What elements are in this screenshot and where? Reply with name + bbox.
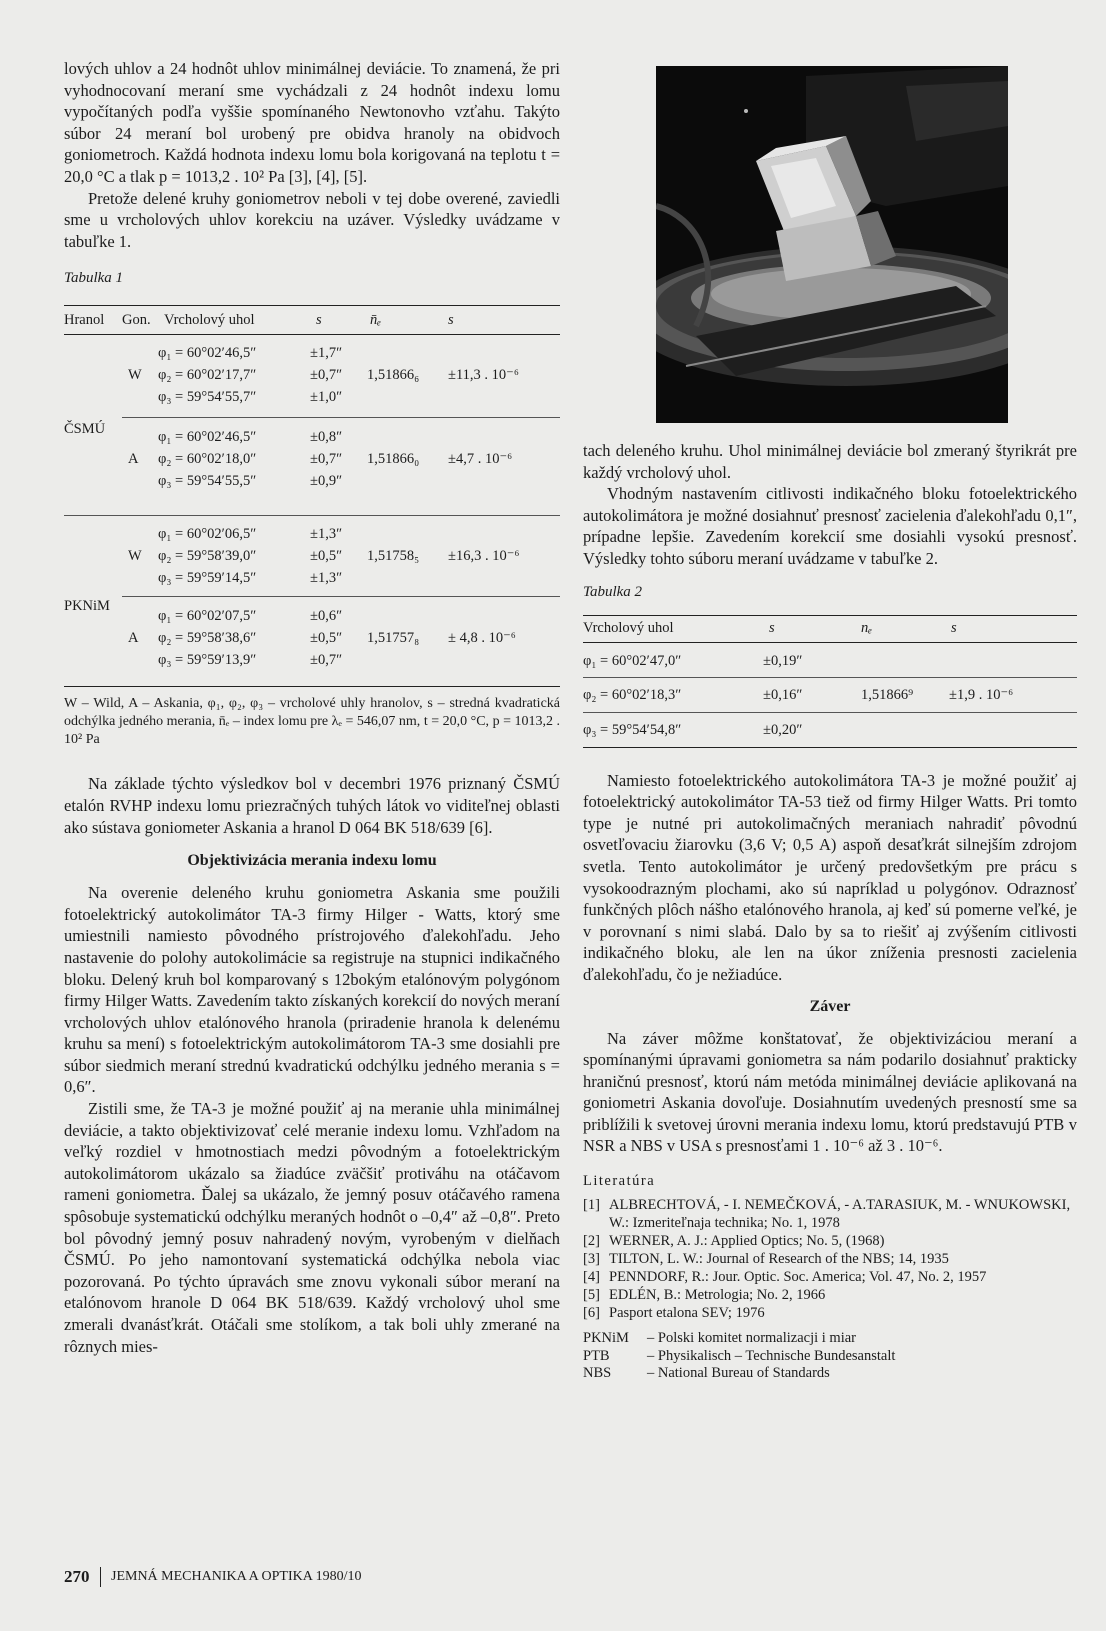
conclusion-heading: Záver bbox=[809, 997, 851, 1015]
left-column bbox=[64, 58, 560, 1357]
table1-s: ±0,5″ bbox=[310, 548, 343, 565]
paragraph-continuation: lových uhlov a 24 hodnôt uhlov minimálnej deviácie. To znamená, že pri vyhodnocovaní meraní sme vychádzali z 24 hodnôt indexu lomu vypočítaných podľa vyššie spomínaného Newtonovho vzťahu. Takýto súbor 24 meraní bol urobený pre obidva hranoly na obidvoch goniometroch. Každá hodnota indexu lomu bola korigovaná na teplotu t = 20,0 °C a tlak p = 1013,2 . 10² Pa [3], [4], [5]. bbox=[64, 59, 560, 186]
table1-angle: φ₂ = 60°02′17,7″ bbox=[158, 367, 257, 384]
table1-angle: φ₁ = 60°02′46,5″ bbox=[158, 429, 257, 446]
reference-text: ALBRECHTOVÁ, - I. NEMEČKOVÁ, - A.TARASIUK, M. - WNUKOWSKI, W.: Izmeriteľnaja technika; No. 1, 1978 bbox=[609, 1197, 1071, 1232]
table1-angle: φ₃ = 59°59′14,5″ bbox=[158, 570, 257, 587]
table1-angle: φ₁ = 60°02′46,5″ bbox=[158, 345, 257, 362]
reference-number: [3] bbox=[583, 1251, 600, 1268]
table1-s: ±0,8″ bbox=[310, 429, 343, 446]
table1-angle: φ₂ = 59°58′39,0″ bbox=[158, 548, 257, 565]
paragraph-minimal-deviation: Zistili sme, že TA-3 je možné použiť aj na meranie uhla minimálnej deviácie, a takto objektivizovať celé meranie indexu lomu. Vzhľadom na veľký rozdiel v hmotnostiach medzi pôvodným a fotoelektrickým autokolimátorom ukázalo sa žiadúce zväčšiť protiváhu na otáčavom rameni goniometra. Ďalej sa ukázalo, že jemný posuv otáčavého ramena spôsobuje systematickú odchýlku meraných hodnôt o –0,4″ až –0,8″. Preto bol pôvodný jemný posuv nahradený novým, vyrobeným v dielňach ČSMÚ. Po jeho namontovaní systematická odchýlka nebola viac pozorovaná. Po týchto úpravách sme znovu vykonali súbor meraní na etalónovom hranole D 064 BK 518/639. Každý vrcholový uhol sme zmerali dvanásťkrát. Otáčali sme stolíkom, a tak boli uhly zmerané na rôznych mies- bbox=[64, 1099, 560, 1356]
table1-s2: ±11,3 . 10⁻⁶ bbox=[448, 367, 519, 384]
table2-s: ±0,16″ bbox=[763, 686, 803, 703]
abbreviation-value: – National Bureau of Standards bbox=[647, 1365, 830, 1382]
section-heading: Objektivizácia merania indexu lomu bbox=[187, 852, 437, 870]
abbreviation-key: PTB bbox=[583, 1347, 610, 1364]
abbreviation-key: NBS bbox=[583, 1365, 612, 1382]
table1-header-s: s bbox=[316, 312, 322, 329]
table2-ne: 1,51866⁹ bbox=[861, 686, 914, 703]
table1-s: ±0,6″ bbox=[310, 608, 343, 625]
abbreviation-item bbox=[583, 1348, 1077, 1366]
table1-ne: 1,51866₆ bbox=[367, 367, 420, 384]
abbreviation-item bbox=[583, 1330, 1077, 1348]
table1-header-ne: n̄ₑ bbox=[370, 312, 382, 329]
table1-group-csmu bbox=[64, 345, 560, 515]
table1-angle: φ₃ = 59°54′55,7″ bbox=[158, 389, 257, 406]
table2-header-s2: s bbox=[951, 619, 957, 636]
table2-s2: ±1,9 . 10⁻⁶ bbox=[949, 686, 1014, 703]
table1-s: ±1,0″ bbox=[310, 389, 343, 406]
table1-caption: Tabulka 1 bbox=[64, 270, 124, 287]
table2-s: ±0,20″ bbox=[763, 721, 803, 738]
reference-text: Pasport etalona SEV; 1976 bbox=[609, 1305, 765, 1322]
table2 bbox=[583, 615, 1077, 748]
abbreviation-list bbox=[583, 1330, 1077, 1383]
table1-s2: ±16,3 . 10⁻⁶ bbox=[448, 548, 520, 565]
table1-s: ±0,7″ bbox=[310, 451, 343, 468]
table1-s2: ± 4,8 . 10⁻⁶ bbox=[448, 630, 516, 647]
table2-header-ne: nₑ bbox=[861, 619, 873, 636]
paragraph-closure-correction: Pretože delené kruhy goniometrov neboli v tej dobe overené, zaviedli sme u vrcholových uhlov korekciu na uzáver. Výsledky uvádzame v tabuľke 1. bbox=[64, 188, 560, 251]
table1-ne: 1,51758₅ bbox=[367, 548, 420, 565]
table2-row bbox=[583, 713, 1077, 747]
abbreviation-value: – Polski komitet normalizacji i miar bbox=[647, 1330, 857, 1347]
table1-s: ±1,7″ bbox=[310, 345, 343, 362]
reference-item bbox=[583, 1196, 1077, 1232]
footer-divider bbox=[100, 1567, 102, 1587]
table1-ne: 1,51866₀ bbox=[367, 451, 420, 468]
table1-s: ±0,5″ bbox=[310, 630, 343, 647]
table1-group-pknim bbox=[64, 526, 560, 686]
paragraph-conclusion: Na záver môžme konštatovať, že objektivizáciou meraní a spomínanými úpravami goniometra sa nám podarilo dosiahnuť prakticky hraničnú presnosť, ktorú nám metóda minimálnej deviácie aplikovaná na goniometri Askania dovoľuje. Dosiahnutím uvedených presností sme sa priblížili k svetovej úrovni merania indexu lomu, ktorú predstavujú PTB v NSR a NBS v USA s presnosťami 1 . 10⁻⁶ až 3 . 10⁻⁶. bbox=[583, 1028, 1077, 1156]
reference-number: [2] bbox=[583, 1233, 600, 1250]
table1-header-prism: Hranol bbox=[64, 312, 105, 329]
journal-name: JEMNÁ MECHANIKA A OPTIKA 1980/10 bbox=[111, 1569, 362, 1584]
page-footer bbox=[64, 1567, 361, 1587]
table1-angle: φ₃ = 59°59′13,9″ bbox=[158, 652, 257, 669]
reference-item bbox=[583, 1304, 1077, 1322]
table1-s: ±1,3″ bbox=[310, 526, 343, 543]
page-number: 270 bbox=[64, 1567, 90, 1586]
table1-gon-label: A bbox=[128, 630, 139, 647]
abbreviation-key: PKNiM bbox=[583, 1330, 629, 1347]
reference-number: [6] bbox=[583, 1305, 600, 1322]
table1-prism-label: ČSMÚ bbox=[64, 421, 106, 438]
right-column bbox=[583, 440, 1077, 1383]
table1-gon-label: W bbox=[128, 548, 142, 565]
table1-s: ±0,9″ bbox=[310, 473, 343, 490]
reference-item bbox=[583, 1232, 1077, 1250]
literature-heading: Literatúra bbox=[583, 1173, 656, 1190]
paragraph-etalon: Na základe týchto výsledkov bol v decembri 1976 priznaný ČSMÚ etalón RVHP indexu lomu priezračných tuhých látok vo viditeľnej oblasti ako sústava goniometer Askania a hranol D 064 BK 518/639 [6]. bbox=[64, 774, 560, 837]
table1-angle: φ₂ = 60°02′18,0″ bbox=[158, 451, 257, 468]
reference-text: EDLÉN, B.: Metrologia; No. 2, 1966 bbox=[609, 1287, 826, 1304]
table2-s: ±0,19″ bbox=[763, 652, 803, 669]
table2-header-angle: Vrcholový uhol bbox=[583, 619, 674, 636]
reference-text: TILTON, L. W.: Journal of Research of the NBS; 14, 1935 bbox=[609, 1251, 949, 1268]
table1-angle: φ₃ = 59°54′55,5″ bbox=[158, 473, 257, 490]
table1-header bbox=[64, 306, 560, 334]
table2-angle: φ₃ = 59°54′54,8″ bbox=[583, 721, 682, 738]
table1-angle: φ₂ = 59°58′38,6″ bbox=[158, 630, 257, 647]
paragraph-verification: Na overenie deleného kruhu goniometra Askania sme použili fotoelektrický autokolimátor TA-3 firmy Hilger - Watts, ktorý sme umiestnili namiesto pôvodného prístrojového ďalekohľadu. Jeho nastavenie do polohy autokolimácie sa registruje na stupnici indikačného bloku. Delený kruh bol komparovaný s 12bokým etalónovým polygónom firmy Hilger Watts. Zavedením takto získaných korekcií do nových meraní vrcholových uhlov etalónového hranola (priradenie hranola k delenému kruhu sa mení) s fotoelektrickým autokolimátorom TA-3 sme dosiahli pre súbor siedmich meraní strednú kvadratickú odchýlku jedného merania s = 0,6″. bbox=[64, 883, 560, 1097]
paragraph-ta53: Namiesto fotoelektrického autokolimátora TA-3 je možné použiť aj fotoelektrický autokolimátor TA-53 tiež od firmy Hilger Watts. Pri tomto type je nutné pri autokolimačných meraniach nahradiť pôvodnú osvetľovaciu žiarovku (3,6 V; 0,5 A) aspoň desaťkrát silnejším zdrojom svetla. Tento autokolimátor je určený predovšetkým pre prácu s vysokoodrazným plochami, ako sú napríklad u polygónov. Odraznosť funkčných plôch nášho etalónového hranola, aj keď sú pomerne veľké, je v porovnaní s nimi slabá. Dalo by sa to riešiť aj zvýšením citlivosti indikačného bloku, ale len na úkor zníženia presnosti zacielenia ďalekohľadu, čo je nežiadúce. bbox=[583, 770, 1077, 984]
table1-prism-label: PKNiM bbox=[64, 598, 110, 615]
table2-header bbox=[583, 616, 1077, 642]
prism-photograph bbox=[656, 66, 1008, 423]
table1-angle: φ₁ = 60°02′07,5″ bbox=[158, 608, 257, 625]
paragraph-sensitivity: Vhodným nastavením citlivosti indikačného bloku fotoelektrického autokolimátora je možné dosiahnuť presnosť zacielenia ďalekohľadu 0,1″, prípadne lepšie. Zavedením korekcií sme dosiahli vysokú presnosť. Výsledky tohto súboru meraní uvádzame v tabuľke 2. bbox=[583, 484, 1077, 568]
table2-header-s: s bbox=[769, 619, 775, 636]
reference-text: PENNDORF, R.: Jour. Optic. Soc. America; Vol. 47, No. 2, 1957 bbox=[609, 1269, 987, 1286]
table1-angle: φ₁ = 60°02′06,5″ bbox=[158, 526, 257, 543]
table1-s: ±0,7″ bbox=[310, 367, 343, 384]
reference-number: [4] bbox=[583, 1269, 600, 1286]
table1-footnote: W – Wild, A – Askania, φ₁, φ₂, φ₃ – vrcholové uhly hranolov, s – stredná kvadratická odchýlka jedného merania, n̄ₑ – index lomu pre λₑ = 546,07 nm, t = 20,0 °C, p = 1013,2 . 10² Pa bbox=[64, 696, 560, 748]
reference-item bbox=[583, 1286, 1077, 1304]
table1-header-gon: Gon. bbox=[122, 312, 151, 329]
table2-angle: φ₁ = 60°02′47,0″ bbox=[583, 652, 682, 669]
table1-ne: 1,51757₈ bbox=[367, 630, 420, 647]
table1-s: ±1,3″ bbox=[310, 570, 343, 587]
reference-item bbox=[583, 1250, 1077, 1268]
table1-header-angle: Vrcholový uhol bbox=[164, 312, 255, 329]
table1-gon-label: A bbox=[128, 451, 139, 468]
reference-list bbox=[583, 1196, 1077, 1322]
table2-caption: Tabulka 2 bbox=[583, 583, 643, 600]
reference-number: [1] bbox=[583, 1197, 600, 1214]
abbreviation-value: – Physikalisch – Technische Bundesanstalt bbox=[647, 1347, 896, 1364]
table1-s: ±0,7″ bbox=[310, 652, 343, 669]
table1-s2: ±4,7 . 10⁻⁶ bbox=[448, 451, 513, 468]
table2-angle: φ₂ = 60°02′18,3″ bbox=[583, 686, 682, 703]
table2-row bbox=[583, 643, 1077, 677]
table1 bbox=[64, 305, 560, 687]
reference-item bbox=[583, 1268, 1077, 1286]
paragraph-continuation-right: tach deleného kruhu. Uhol minimálnej deviácie bol zmeraný štyrikrát pre každý vrcholový uhol. bbox=[583, 441, 1077, 482]
reference-text: WERNER, A. J.: Applied Optics; No. 5, (1968) bbox=[609, 1233, 885, 1250]
table1-gon-label: W bbox=[128, 367, 142, 384]
abbreviation-item bbox=[583, 1365, 1077, 1383]
table2-row bbox=[583, 678, 1077, 712]
prism-photo-illustration bbox=[656, 66, 1008, 423]
reference-number: [5] bbox=[583, 1287, 600, 1304]
table1-header-s2: s bbox=[448, 312, 454, 329]
